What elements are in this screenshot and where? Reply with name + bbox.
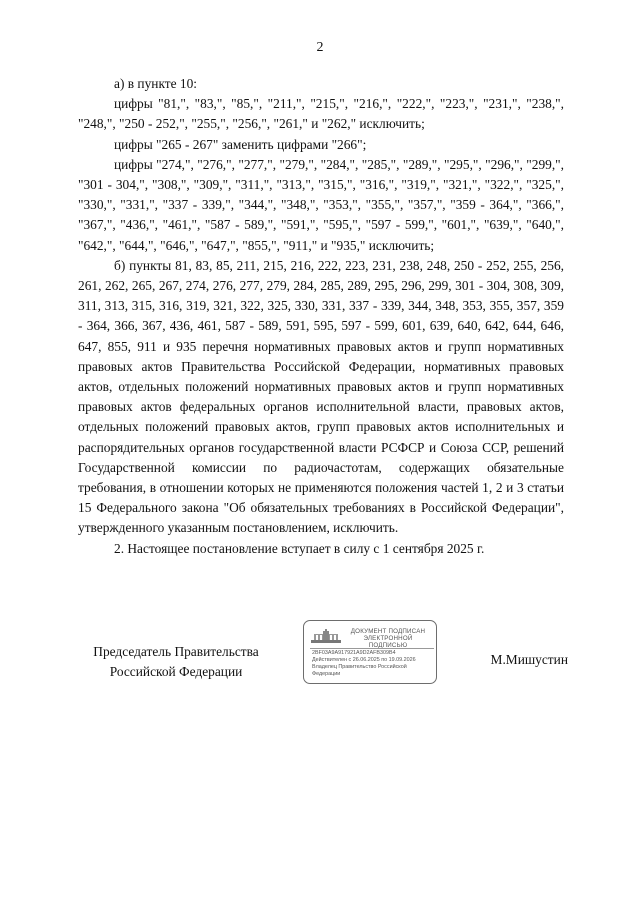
paragraph: а) в пункте 10:	[114, 76, 198, 91]
signatory-position-line: Российской Федерации	[109, 664, 243, 679]
electronic-signature-stamp	[303, 620, 437, 684]
signatory-position	[78, 642, 274, 682]
stamp-divider	[310, 648, 434, 649]
certificate-owner: Владелец Правительство Российской	[312, 664, 407, 670]
certificate-owner: Федерации	[312, 671, 341, 677]
page-number: 2	[316, 40, 324, 55]
government-building-icon	[310, 629, 342, 645]
stamp-title-line: ЭЛЕКТРОННОЙ ПОДПИСЬЮ	[363, 635, 413, 650]
paragraph: 2. Настоящее постановление вступает в силу с 1 сентября 2025 г.	[114, 540, 485, 556]
certificate-validity: Действителен с 26.06.2025 по 19.09.2026	[312, 657, 416, 663]
stamp-details	[312, 650, 434, 678]
paragraph: б) пункты 81, 83, 85, 211, 215, 216, 222, 223, 231, 238, 248, 250 - 252, 255, 256, 261, 262, 265, 267, 274, 276, 277, 279, 284, 285, 289, 295, 296, 299, 301 - 304, 308, 309, 311, 313, 315, 316, 319, 321, 322, 325, 330, 331, 337 - 339, 344, 348, 353, 355, 357, 359 - 364, 366, 367, 436, 461, 587 - 589, 591, 595, 597 - 599, 601, 639, 640, 642, 644, 646, 647, 855, 911 и 935 перечня нормативных правовых актов и групп нормативных правовых актов Правительства Российской Федерации, нормативных правовых актов, отдельных положений нормативных правовых актов и групп нормативных правовых актов федеральных органов исполнительной власти, правовых актов, отдельных положений правовых актов, групп правовых актов исполнительных и распорядительных органов государственной власти РСФСР и Союза ССР, решений Государственной комиссии по радиочастотам, содержащих обязательные требования, в отношении которых не применяются положения частей 1, 2 и 3 статьи 15 Федерального закона "Об обязательных требованиях в Российской Федерации", утвержденного указанным постановлением, исключить.	[78, 257, 564, 536]
stamp-title-line: ДОКУМЕНТ ПОДПИСАН	[350, 628, 426, 635]
paragraph: цифры "274,", "276,", "277,", "279,", "284,", "285,", "289,", "295,", "296,", "299,", "301 - 304,", "308,", "309,", "311,", "313,", "315,", "316,", "319,", "321,", "322,", "325,", "330,", "331,", "337 - 339,", "344,", "348,", "353,", "355,", "357,", "359 - 364,", "366,", "367,", "436,", "461,", "587 - 589,", "591,", "595,", "597 - 599,", "601,", "639,", "640,", "642,", "644,", "646,", "647,", "855,", "911," и "935," исключить;	[78, 156, 564, 253]
paragraph: цифры "265 - 267" заменить цифрами "266";	[114, 136, 367, 152]
stamp-title	[344, 628, 432, 650]
signatory-name: М.Мишустин	[490, 652, 568, 667]
certificate-number: 2BF03A9A917921A9D2AFB309B4	[312, 650, 396, 656]
document-body	[78, 74, 564, 559]
signatory-position-line: Председатель Правительства	[93, 644, 259, 659]
paragraph: цифры "81,", "83,", "85,", "211,", "215,", "216,", "222,", "223,", "231,", "238,", "248,", "250 - 252,", "255,", "256,", "261," и "262," исключить;	[78, 96, 564, 132]
